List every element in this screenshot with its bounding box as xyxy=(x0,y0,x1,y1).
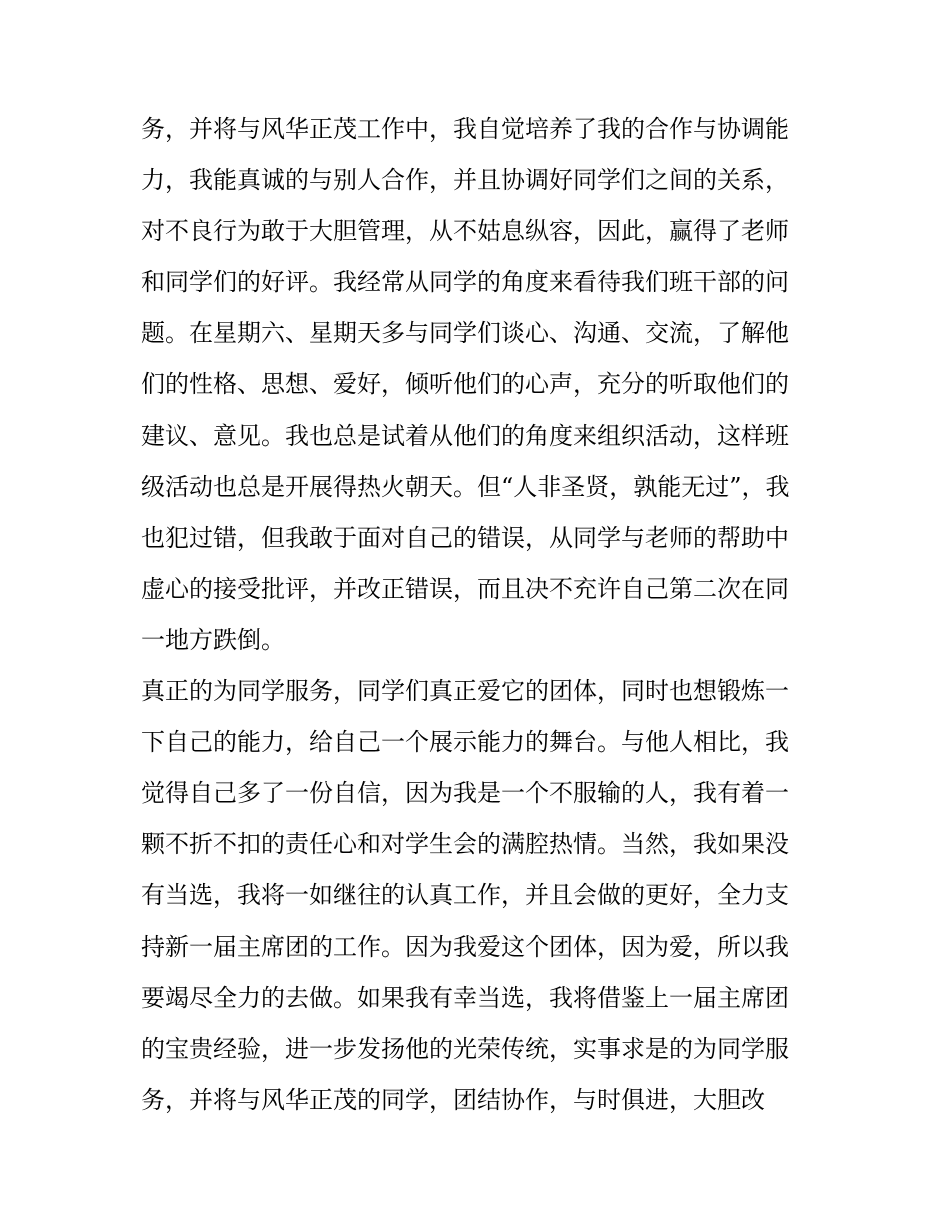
body-text xyxy=(141,104,813,1126)
text-line: 务，并将与风华正茂工作中，我自觉培养了我的合作与协调能 xyxy=(141,115,789,143)
text-line: 务，并将与风华正茂的同学，团结协作，与时俱进，大胆改 xyxy=(141,1085,765,1114)
text-line: 要竭尽全力的去做。如果我有幸当选，我将借鉴上一届主席团 xyxy=(141,983,789,1012)
text-line: 和同学们的好评。我经常从同学的角度来看待我们班干部的问 xyxy=(141,268,789,297)
text-line: 真正的为同学服务，同学们真正爱它的团体，同时也想锻炼一 xyxy=(141,677,789,706)
text-line: 题。在星期六、星期天多与同学们谈心、沟通、交流，了解他 xyxy=(141,319,789,348)
text-line: 建议、意见。我也总是试着从他们的角度来组织活动，这样班 xyxy=(141,421,789,450)
text-line: 一地方跌倒。 xyxy=(141,625,285,654)
text-line: 们的性格、思想、爱好，倾听他们的心声，充分的听取他们的 xyxy=(141,370,789,399)
text-line: 下自己的能力，给自己一个展示能力的舞台。与他人相比，我 xyxy=(141,728,789,757)
text-line: 颗不折不扣的责任心和对学生会的满腔热情。当然，我如果没 xyxy=(141,830,789,859)
text-line: 持新一届主席团的工作。因为我爱这个团体，因为爱，所以我 xyxy=(141,932,789,961)
text-line: 有当选，我将一如继往的认真工作，并且会做的更好，全力支 xyxy=(141,881,789,910)
text-line: 级活动也总是开展得热火朝天。但“人非圣贤，孰能无过”，我 xyxy=(141,472,790,501)
text-line: 力，我能真诚的与别人合作，并且协调好同学们之间的关系， xyxy=(141,166,789,195)
text-line: 对不良行为敢于大胆管理，从不姑息纵容，因此，赢得了老师 xyxy=(141,217,789,246)
text-line: 的宝贵经验，进一步发扬他的光荣传统，实事求是的为同学服 xyxy=(141,1034,789,1063)
text-line: 觉得自己多了一份自信，因为我是一个不服输的人，我有着一 xyxy=(141,779,789,808)
text-line: 虚心的接受批评，并改正错误，而且决不充许自己第二次在同 xyxy=(141,574,789,603)
text-line: 也犯过错，但我敢于面对自己的错误，从同学与老师的帮助中 xyxy=(141,523,789,552)
